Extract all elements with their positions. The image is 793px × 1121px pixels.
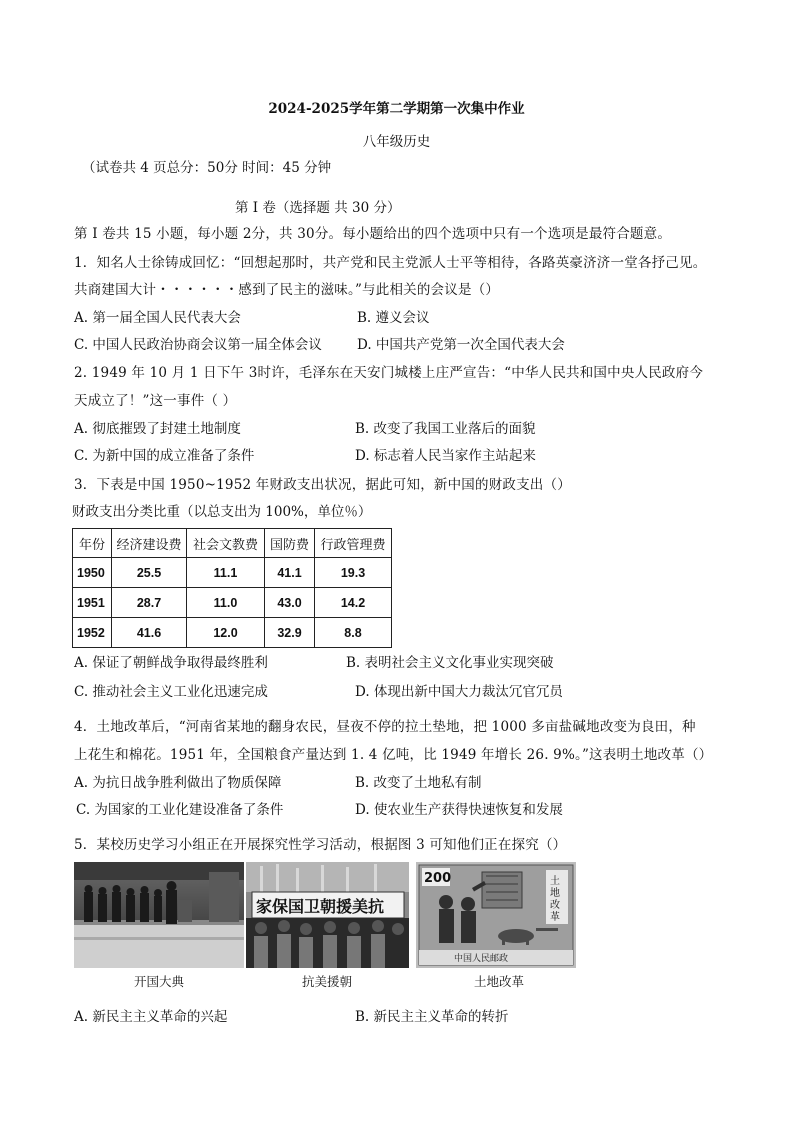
q2-option-b: B. 改变了我国工业落后的面貌 — [355, 421, 536, 437]
q5-option-a: A. 新民主主义革命的兴起 — [74, 1009, 228, 1025]
table-cell: 11.1 — [187, 558, 265, 588]
exam-subject: 八年级历史 — [362, 134, 431, 150]
table-header-cell: 经济建设费 — [112, 529, 187, 558]
q3-option-c: C. 推动社会主义工业化迅速完成 — [74, 684, 268, 700]
q3-option-a: A. 保证了朝鲜战争取得最终胜利 — [74, 655, 268, 671]
q3-stem: 3．下表是中国 1950~1952 年财政支出状况，据此可知，新中国的财政支出（） — [74, 477, 571, 493]
table-cell: 25.5 — [112, 558, 187, 588]
q4-option-d: D. 使农业生产获得快速恢复和发展 — [355, 802, 563, 818]
q4-stem-line2: 上花生和棉花。1951 年，全国粮食产量达到 1. 4 亿吨，比 1949 年增长 26. 9%。”这表明土地改革（） — [74, 747, 713, 763]
resist-america-caption: 抗美援朝 — [302, 974, 353, 989]
table-cell: 1950 — [73, 558, 112, 588]
table-cell: 28.7 — [112, 588, 187, 618]
q1-option-a: A. 第一届全国人民代表大会 — [74, 310, 241, 326]
q5-stem: 5．某校历史学习小组正在开展探究性学习活动，根据图 3 可知他们正在探究（） — [74, 837, 567, 853]
table-row — [73, 588, 392, 618]
q2-stem-line2: 天成立了！”这一事件（ ） — [74, 393, 237, 409]
table-cell: 1952 — [73, 618, 112, 648]
q1-stem-line2: 共商建国大计・・・・・・感到了民主的滋味。”与此相关的会议是（） — [74, 282, 500, 298]
banner-text: 家保国卫朝援美抗 — [256, 897, 385, 916]
founding-ceremony-photo — [74, 862, 244, 968]
section-instruction: 第 Ⅰ 卷共 15 小题，每小题 2分，共 30分。每小题给出的四个选项中只有一个选项是最符合题意。 — [74, 226, 672, 242]
finance-table — [72, 528, 392, 648]
stamp-bottom-text: 中国人民邮政 — [454, 954, 509, 964]
table-row — [73, 558, 392, 588]
table-header-row — [73, 529, 392, 558]
q3-table-caption: 财政支出分类比重（以总支出为 100%，单位％） — [72, 504, 372, 520]
q1-option-c: C. 中国人民政治协商会议第一届全体会议 — [74, 337, 322, 353]
q1-option-d: D. 中国共产党第一次全国代表大会 — [357, 337, 565, 353]
table-cell: 41.6 — [112, 618, 187, 648]
exam-info: （试卷共 4 页总分：50分 时间：45 分钟 — [82, 160, 332, 176]
table-cell: 8.8 — [315, 618, 392, 648]
table-cell: 12.0 — [187, 618, 265, 648]
land-reform-stamp — [416, 862, 576, 968]
table-cell: 32.9 — [265, 618, 315, 648]
table-cell: 11.0 — [187, 588, 265, 618]
exam-title: 2024-2025学年第二学期第一次集中作业 — [268, 101, 525, 117]
table-cell: 14.2 — [315, 588, 392, 618]
q2-option-c: C. 为新中国的成立准备了条件 — [74, 448, 255, 464]
q4-option-b: B. 改变了土地私有制 — [355, 775, 482, 791]
q3-option-d: D. 体现出新中国大力裁汰冗官冗员 — [355, 684, 563, 700]
q4-option-c: C. 为国家的工业化建设准备了条件 — [76, 802, 284, 818]
q1-option-b: B. 遵义会议 — [357, 310, 430, 326]
table-header-cell: 行政管理费 — [315, 529, 392, 558]
section-title: 第 Ⅰ 卷（选择题 共 30 分） — [235, 200, 401, 216]
table-row — [73, 618, 392, 648]
q2-stem-line1: 2. 1949 年 10 月 1 日下午 3时许，毛泽东在天安门城楼上庄严宣告：“中华人民共和国中央人民政府今 — [74, 365, 704, 381]
table-cell: 41.1 — [265, 558, 315, 588]
q2-option-a: A. 彻底摧毁了封建土地制度 — [74, 421, 241, 437]
founding-ceremony-caption: 开国大典 — [134, 974, 185, 989]
table-cell: 1951 — [73, 588, 112, 618]
table-header-cell: 社会文教费 — [187, 529, 265, 558]
resist-america-photo — [246, 862, 409, 968]
q2-option-d: D. 标志着人民当家作主站起来 — [355, 448, 536, 464]
table-cell: 43.0 — [265, 588, 315, 618]
q5-option-b: B. 新民主主义革命的转折 — [355, 1009, 509, 1025]
q1-stem-line1: 1．知名人士徐铸成回忆：“回想起那时，共产党和民主党派人士平等相待，各路英豪济济一堂各抒己见。 — [74, 255, 707, 271]
table-header-cell: 国防费 — [265, 529, 315, 558]
land-reform-caption: 土地改革 — [474, 974, 525, 989]
q4-stem-line1: 4．土地改革后，“河南省某地的翻身农民，昼夜不停的拉土垫地，把 1000 多亩盐碱地改变为良田，种 — [74, 719, 696, 735]
q4-option-a: A. 为抗日战争胜利做出了物质保障 — [74, 775, 282, 791]
stamp-title: 土地改革 — [550, 876, 560, 923]
q3-option-b: B. 表明社会主义文化事业实现突破 — [346, 655, 554, 671]
table-header-cell: 年份 — [73, 529, 112, 558]
stamp-value: 200 — [424, 871, 452, 886]
table-cell: 19.3 — [315, 558, 392, 588]
